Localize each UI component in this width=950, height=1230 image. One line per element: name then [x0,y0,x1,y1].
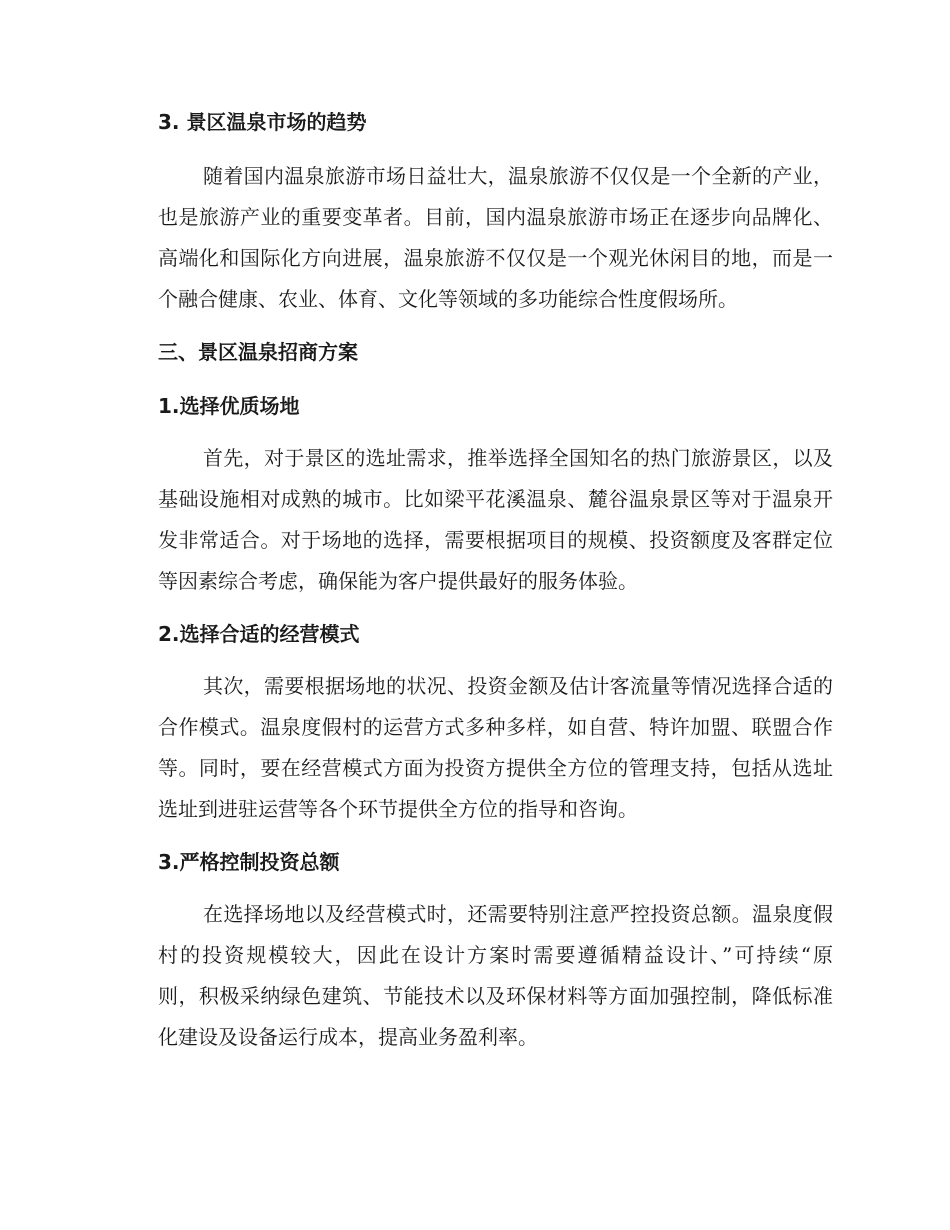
section-heading-business-model: 2.选择合适的经营模式 [158,622,360,646]
paragraph-line: 等。同时，要在经营模式方面为投资方提供全方位的管理支持，包括从选址 [158,756,833,780]
document-page [113,108,833,1058]
paragraph-line: 首先，对于景区的选址需求，推举选择全国知名的热门旅游景区，以及 [203,446,833,470]
paragraph-line: 合作模式。温泉度假村的运营方式多种多样，如自营、特许加盟、联盟合作 [158,715,833,739]
paragraph-line: 发非常适合。对于场地的选择，需要根据项目的规模、投资额度及客群定位 [158,528,833,552]
paragraph-line: 化建设及设备运行成本，提高业务盈利率。 [158,1025,538,1049]
paragraph-site-selection [113,438,833,602]
paragraph-line: 其次，需要根据场地的状况、投资金额及估计客流量等情况选择合适的 [203,674,833,698]
paragraph-line: 也是旅游产业的重要变革者。目前，国内温泉旅游市场正在逐步向品牌化、 [158,205,833,229]
paragraph-market-trend [113,156,833,320]
paragraph-line: 则，积极采纳绿色建筑、节能技术以及环保材料等方面加强控制，降低标准 [158,984,833,1008]
paragraph-line: 个融合健康、农业、体育、文化等领域的多功能综合性度假场所。 [158,287,738,311]
paragraph-line: 等因素综合考虑，确保能为客户提供最好的服务体验。 [158,569,638,593]
section-heading-investment-control: 3.严格控制投资总额 [158,850,340,874]
paragraph-line: 村的投资规模较大，因此在设计方案时需要遵循精益设计、”可持续“原 [158,943,833,967]
paragraph-investment-control [113,894,833,1058]
paragraph-line: 高端化和国际化方向进展，温泉旅游不仅仅是一个观光休闲目的地，而是一 [158,246,833,270]
paragraph-line: 选址到进驻运营等各个环节提供全方位的指导和咨询。 [158,797,638,821]
section-heading-site-selection: 1.选择优质场地 [158,394,300,418]
paragraph-line: 在选择场地以及经营模式时，还需要特别注意严控投资总额。温泉度假 [203,902,833,926]
paragraph-line: 基础设施相对成熟的城市。比如梁平花溪温泉、麓谷温泉景区等对于温泉开 [158,487,833,511]
paragraph-line: 随着国内温泉旅游市场日益壮大，温泉旅游不仅仅是一个全新的产业， [203,164,833,188]
section-heading-market-trend: 3. 景区温泉市场的趋势 [158,110,367,134]
paragraph-business-model [113,666,833,830]
chapter-heading-investment-plan: 三、景区温泉招商方案 [158,340,358,364]
